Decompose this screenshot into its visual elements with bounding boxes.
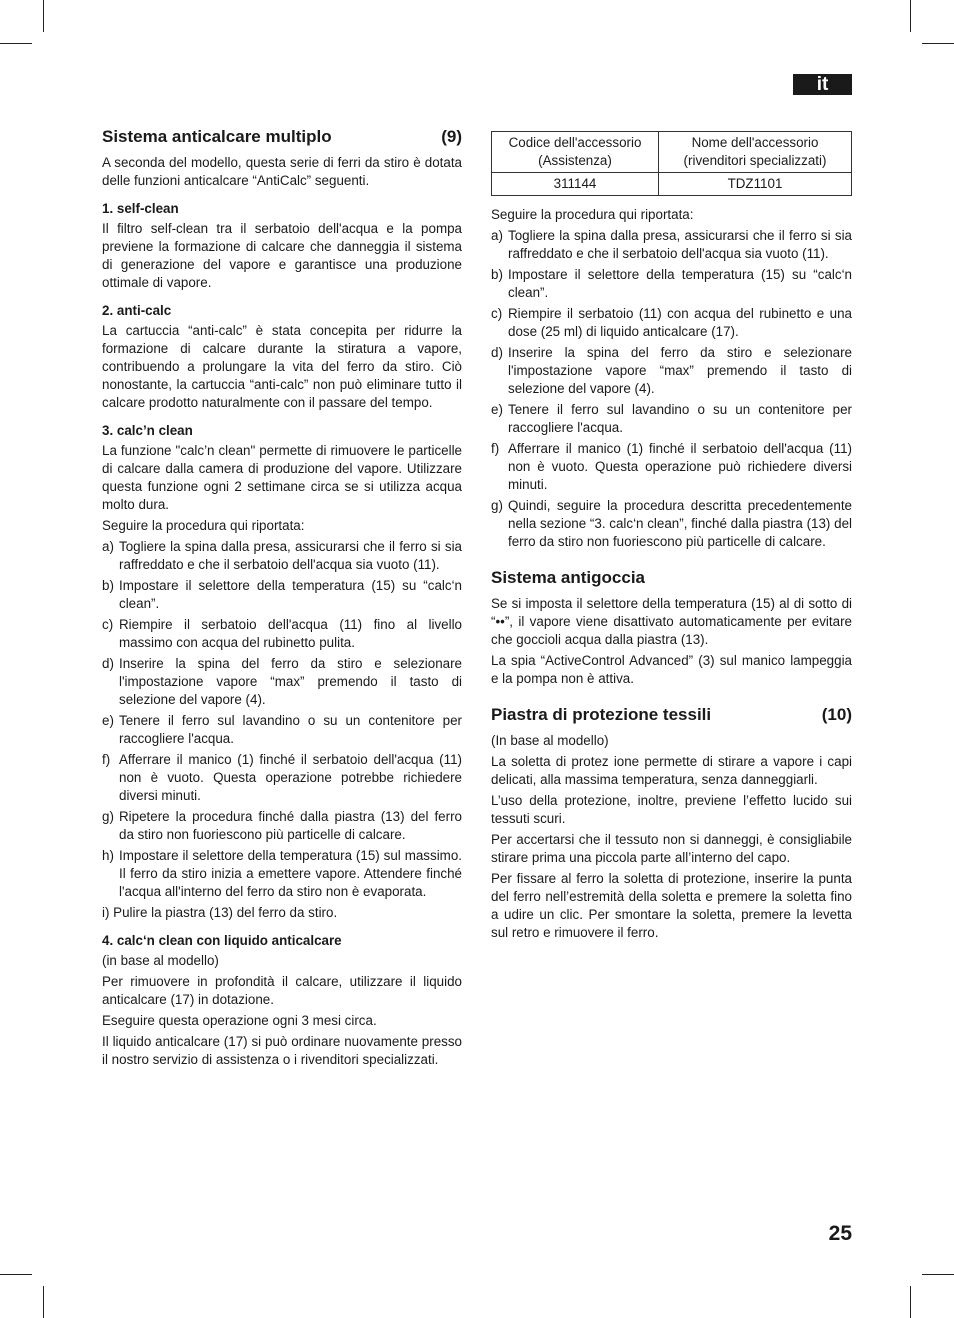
list-item: b) Impostare il selettore della temperatura (15) su “calc‘n clean”. xyxy=(102,578,462,611)
step-list xyxy=(102,538,462,901)
language-tab: it xyxy=(793,74,852,95)
list-item: e) Tenere il ferro sul lavandino o su un contenitore per raccogliere l'acqua. xyxy=(102,713,462,746)
paragraph: Per accertarsi che il tessuto non si danneggi, è consigliabile stirare prima una piccola parte all’interno del capo. xyxy=(491,832,852,865)
crop-mark xyxy=(0,1274,32,1275)
subheading-self-clean: 1. self-clean xyxy=(102,201,179,216)
crop-mark xyxy=(922,1274,954,1275)
list-item: f) Afferrare il manico (1) finché il serbatoio dell'acqua (11) non è vuoto. Questa operazione può richiedere diversi minuti. xyxy=(491,441,852,492)
list-item: d) Inserire la spina del ferro da stiro e selezionare l'impostazione vapore “max” premendo il tasto di selezione del vapore (4). xyxy=(491,345,852,396)
right-column xyxy=(491,131,852,945)
paragraph: L’uso della protezione, inoltre, previene l’effetto lucido sui tessuti scuri. xyxy=(491,793,852,826)
page-number: 25 xyxy=(828,1222,852,1245)
subheading-calc-clean-liquid: 4. calc‘n clean con liquido anticalcare xyxy=(102,933,342,948)
paragraph: (In base al modello) xyxy=(491,733,609,748)
list-item: c) Riempire il serbatoio (11) con acqua del rubinetto e una dose (25 ml) di liquido anticalcare (17). xyxy=(491,306,852,339)
step-list xyxy=(491,227,852,551)
list-item: a) Togliere la spina dalla presa, assicurarsi che il ferro si sia raffreddato e che il serbatoio dell'acqua sia vuoto (11). xyxy=(491,228,852,261)
list-item: g) Quindi, seguire la procedura descritta precedentemente nella sezione “3. calc‘n clean”, finché dalla piastra (13) del ferro da stiro non fuoriescono più particelle di calcare. xyxy=(491,498,852,549)
section-title-anticalc: Sistema anticalcare multiplo (9) xyxy=(102,127,462,146)
section-title-protection: Piastra di protezione tessili (10) xyxy=(491,705,852,724)
accessory-table xyxy=(491,131,852,196)
intro-text: A seconda del modello, questa serie di ferri da stiro è dotata delle funzioni anticalcare “AntiCalc” seguenti. xyxy=(102,155,462,188)
table-cell-code: 311144 xyxy=(492,173,659,196)
procedure-intro: Seguire la procedura qui riportata: xyxy=(491,207,694,222)
paragraph: Il liquido anticalcare (17) si può ordinare nuovamente presso il nostro servizio di assistenza o i rivenditori specializzati. xyxy=(102,1034,462,1067)
paragraph: Il filtro self-clean tra il serbatoio dell'acqua e la pompa previene la formazione di calcare che danneggia il sistema di generazione del vapore e garantisce una produzione ottimale di vapore. xyxy=(102,221,462,290)
list-item: c) Riempire il serbatoio dell'acqua (11) fino al livello massimo con acqua del rubinetto pulita. xyxy=(102,617,462,650)
paragraph: La funzione "calc’n clean" permette di rimuovere le particelle di calcare dalla camera di produzione del vapore. Utilizzare questa funzione ogni 2 settimane circa se si utilizza acqua molto dura. xyxy=(102,443,462,512)
subheading-anti-calc: 2. anti-calc xyxy=(102,303,172,318)
crop-mark xyxy=(43,0,44,32)
crop-mark xyxy=(910,1286,911,1318)
table-row xyxy=(492,173,852,196)
crop-mark xyxy=(0,43,32,44)
paragraph: (in base al modello) xyxy=(102,953,219,968)
paragraph: La spia “ActiveControl Advanced” (3) sul manico lampeggia e la pompa non è attiva. xyxy=(491,653,852,686)
list-item: h) Impostare il selettore della temperatura (15) sul massimo. Il ferro da stiro inizia a emettere vapore. Attendere finché l'acqua all'interno del ferro da stiro non è evaporata. xyxy=(102,848,462,899)
list-item: f) Afferrare il manico (1) finché il serbatoio dell'acqua (11) non è vuoto. Questa operazione potrebbe richiedere diversi minuti. xyxy=(102,752,462,803)
list-item: e) Tenere il ferro sul lavandino o su un contenitore per raccogliere l'acqua. xyxy=(491,402,852,435)
list-item: a) Togliere la spina dalla presa, assicurarsi che il ferro si sia raffreddato e che il serbatoio dell'acqua sia vuoto (11). xyxy=(102,539,462,572)
table-header-code: Codice dell'accessorio (Assistenza) xyxy=(492,132,659,173)
list-item: d) Inserire la spina del ferro da stiro e selezionare l'impostazione vapore “max” premendo il tasto di selezione del vapore (4). xyxy=(102,656,462,707)
paragraph: Per fissare al ferro la soletta di protezione, inserire la punta del ferro nell’estremità della soletta e premere la soletta fino a udire un clic. Per smontare la soletta, premere la levetta sul retro e rimuovere il ferro. xyxy=(491,871,852,940)
paragraph: Se si imposta il selettore della temperatura (15) al di sotto di “••”, il vapore viene disattivato automaticamente per evitare che goccioli acqua dalla piastra (13). xyxy=(491,596,852,647)
crop-mark xyxy=(43,1286,44,1318)
subheading-calc-clean: 3. calc’n clean xyxy=(102,423,193,438)
table-row xyxy=(492,132,852,173)
step-i: i) Pulire la piastra (13) del ferro da stiro. xyxy=(102,905,338,920)
paragraph: La soletta di protez ione permette di stirare a vapore i capi delicati, alla massima temperatura, senza danneggiarli. xyxy=(491,754,852,787)
table-header-name: Nome dell'accessorio (rivenditori specializzati) xyxy=(659,132,852,173)
paragraph: Per rimuovere in profondità il calcare, utilizzare il liquido anticalcare (17) in dotazione. xyxy=(102,974,462,1007)
list-item: g) Ripetere la procedura finché dalla piastra (13) del ferro da stiro non fuoriescono più particelle di calcare. xyxy=(102,809,462,842)
list-item: b) Impostare il selettore della temperatura (15) su “calc‘n clean”. xyxy=(491,267,852,300)
left-column xyxy=(102,126,462,1072)
paragraph: La cartuccia “anti-calc” è stata concepita per ridurre la formazione di calcare durante la stiratura a vapore, contribuendo a prolungare la vita del ferro da stiro. Ciò nonostante, la cartuccia “anti-calc” non può eliminare tutto il calcare prodotto naturalmente con il passare del tempo. xyxy=(102,323,462,410)
table-cell-name: TDZ1101 xyxy=(659,173,852,196)
crop-mark xyxy=(910,0,911,32)
section-title-antidrip: Sistema antigoccia xyxy=(491,568,646,587)
procedure-intro: Seguire la procedura qui riportata: xyxy=(102,518,305,533)
crop-mark xyxy=(922,43,954,44)
paragraph: Eseguire questa operazione ogni 3 mesi circa. xyxy=(102,1013,377,1028)
